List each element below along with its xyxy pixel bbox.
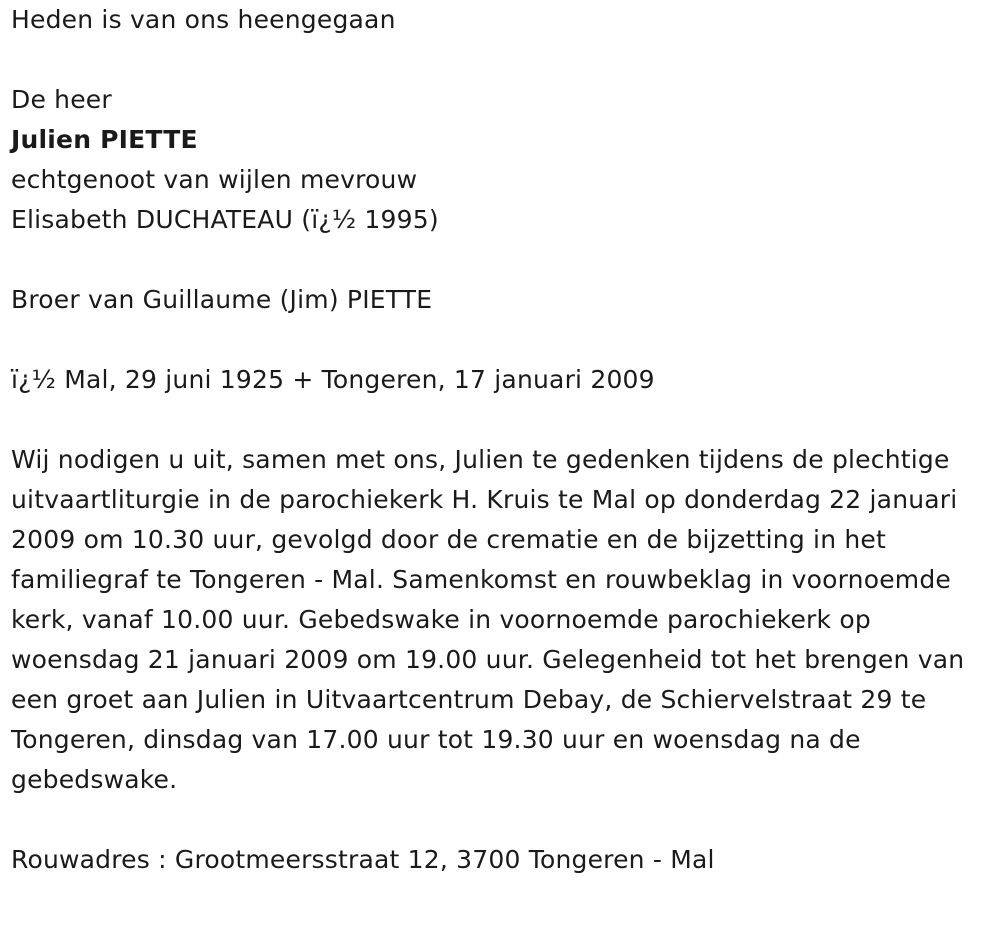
spacer: [11, 320, 991, 360]
spacer: [11, 40, 991, 80]
spouse-line-2: Elisabeth DUCHATEAU (ï¿½ 1995): [11, 205, 439, 234]
death-notice: [11, 0, 991, 880]
sibling-text: Broer van Guillaume (Jim) PIETTE: [11, 285, 433, 314]
mourning-address: Rouwadres : Grootmeersstraat 12, 3700 Tongeren - Mal: [11, 845, 715, 874]
spouse-line-1: echtgenoot van wijlen mevrouw: [11, 165, 418, 194]
invitation-paragraph: Wij nodigen u uit, samen met ons, Julien te gedenken tijdens de plechtige uitvaartliturgie in de parochiekerk H. Kruis te Mal op donderdag 22 januari 2009 om 10.30 uur, gevolgd door de crematie en de bijzetting in het familiegraf te Tongeren - Mal. Samenkomst en rouwbeklag in voornoemde kerk, vanaf 10.00 uur. Gebedswake in voornoemde parochiekerk op woensdag 21 januari 2009 om 19.00 uur. Gelegenheid tot het brengen van een groet aan Julien in Uitvaartcentrum Debay, de Schiervelstraat 29 te Tongeren, dinsdag van 17.00 uur tot 19.30 uur en woensdag na de gebedswake.: [11, 445, 965, 794]
spacer: [11, 400, 991, 440]
spacer: [11, 240, 991, 280]
intro-text: Heden is van ons heengegaan: [11, 5, 396, 34]
honorific-text: De heer: [11, 85, 112, 114]
spacer: [11, 800, 991, 840]
deceased-name: Julien PIETTE: [11, 125, 198, 154]
birth-death-dates: ï¿½ Mal, 29 juni 1925 + Tongeren, 17 januari 2009: [11, 365, 655, 394]
